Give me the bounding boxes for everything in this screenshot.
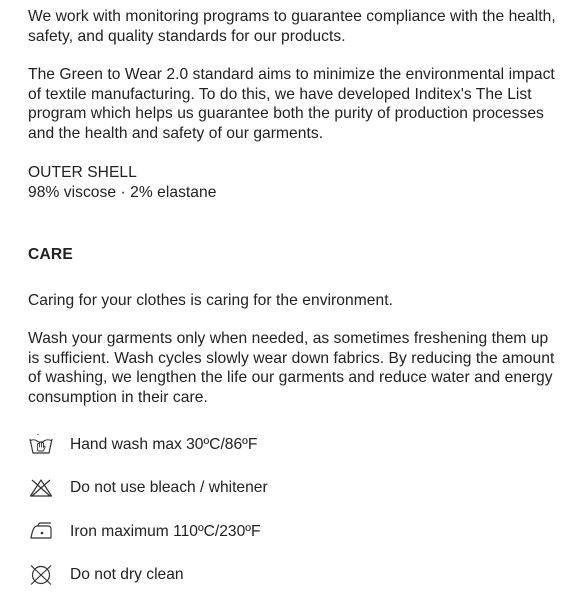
care-instruction-no-dry-clean (28, 553, 558, 596)
no-bleach-label: Do not use bleach / whitener (70, 479, 268, 497)
care-section (28, 245, 558, 597)
iron-icon (28, 520, 54, 542)
product-info-panel (28, 7, 558, 597)
no-bleach-icon (28, 477, 54, 499)
iron-label: Iron maximum 110ºC/230ºF (70, 522, 261, 540)
care-instruction-no-bleach (28, 466, 558, 509)
hand-wash-label: Hand wash max 30ºC/86ºF (70, 435, 258, 453)
composition-label: OUTER SHELL (28, 164, 137, 181)
composition-section (28, 163, 558, 202)
green-to-wear-paragraph: The Green to Wear 2.0 standard aims to minimize the environmental impact of textile manufacturing. To do this, we have developed Inditex's The List program which helps us guarantee both the purity of production processes and the health and safety of our garments. (28, 66, 555, 142)
care-instructions-list (28, 423, 558, 597)
no-dry-clean-label: Do not dry clean (70, 566, 184, 584)
care-section-title: CARE (28, 246, 73, 263)
care-intro: Caring for your clothes is caring for the environment. (28, 291, 393, 309)
care-description: Wash your garments only when needed, as sometimes freshening them up is sufficient. Wash cycles slowly wear down fabrics. By reducing the amount of washing, we lengthen the life our garments and reduce water and energy consumption in their care. (28, 330, 555, 406)
care-instruction-hand-wash (28, 423, 558, 466)
composition-materials: 98% viscose · 2% elastane (28, 183, 217, 201)
no-dry-clean-icon (28, 564, 54, 586)
care-instruction-iron (28, 510, 558, 553)
hand-wash-icon (28, 434, 54, 456)
monitoring-paragraph: We work with monitoring programs to guarantee compliance with the health, safety, and quality standards for our products. (28, 8, 556, 45)
